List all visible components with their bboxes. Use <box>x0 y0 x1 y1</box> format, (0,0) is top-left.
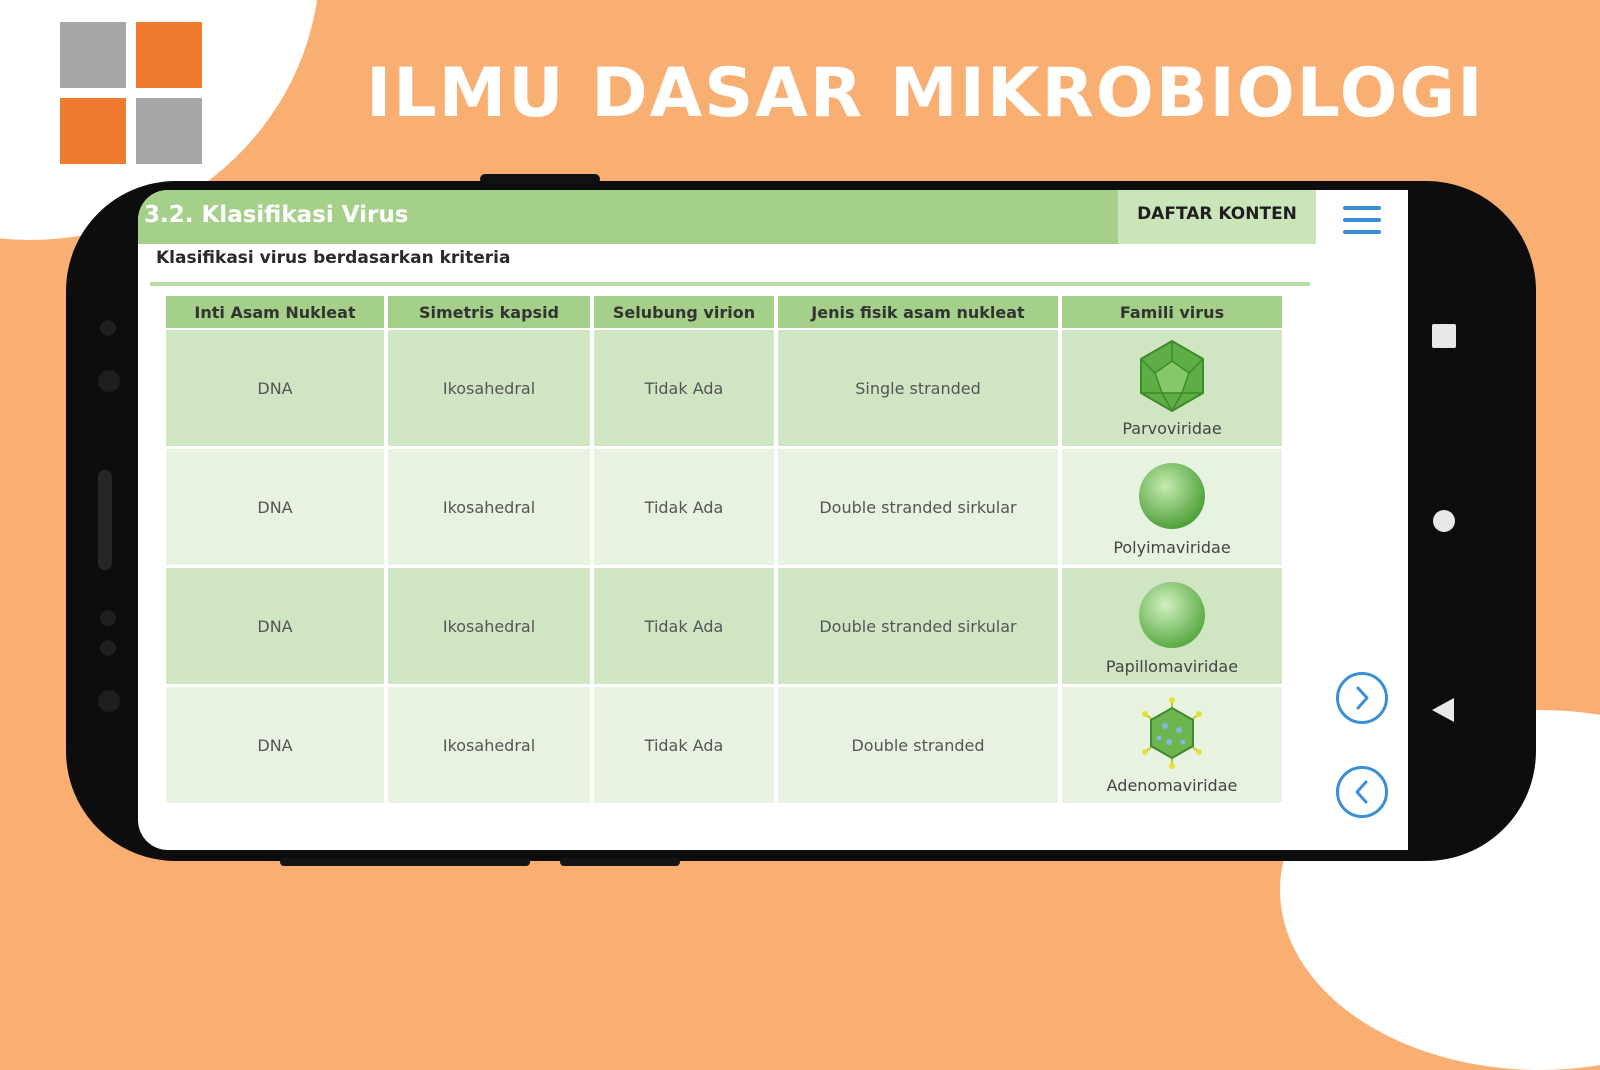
cell-simetris: Ikosahedral <box>386 567 592 686</box>
column-header-inti: Inti Asam Nukleat <box>166 296 386 329</box>
phone-speaker-slot <box>98 470 112 570</box>
chevron-left-icon <box>1339 769 1385 815</box>
back-button[interactable] <box>1430 696 1456 724</box>
phone-sensor <box>100 610 116 626</box>
logo-square-grey-top <box>60 22 126 88</box>
column-header-famili: Famili virus <box>1060 296 1282 329</box>
next-page-button[interactable] <box>1336 672 1388 724</box>
cell-famili <box>1060 448 1282 567</box>
cell-jenis: Single stranded <box>776 329 1060 448</box>
logo-square-orange-top <box>136 22 202 88</box>
home-button[interactable] <box>1433 510 1455 532</box>
subtitle-divider <box>150 282 1310 286</box>
column-header-jenis: Jenis fisik asam nukleat <box>776 296 1060 329</box>
app-header <box>138 190 1316 244</box>
table-row <box>166 567 1282 686</box>
chevron-right-icon <box>1339 675 1385 721</box>
cell-selubung: Tidak Ada <box>592 448 776 567</box>
logo-square-grey-bottom <box>136 98 202 164</box>
phone-sensor <box>98 370 120 392</box>
cell-inti: DNA <box>166 567 386 686</box>
cell-selubung: Tidak Ada <box>592 686 776 805</box>
spherical-virus-icon <box>1137 577 1207 651</box>
spherical-virus-icon <box>1137 458 1207 532</box>
table-row <box>166 686 1282 805</box>
triangle-back-icon <box>1430 696 1456 724</box>
cell-jenis: Double stranded sirkular <box>776 448 1060 567</box>
cell-selubung: Tidak Ada <box>592 567 776 686</box>
table-row <box>166 448 1282 567</box>
cell-jenis: Double stranded sirkular <box>776 567 1060 686</box>
virus-family-name: Adenomaviridae <box>1106 775 1238 795</box>
page-title: 3.2. Klasifikasi Virus <box>144 202 409 228</box>
app-logo <box>60 22 202 164</box>
menu-line <box>1343 230 1381 234</box>
contents-button[interactable]: DAFTAR KONTEN <box>1118 190 1316 244</box>
phone-sensor <box>100 320 116 336</box>
cell-selubung: Tidak Ada <box>592 329 776 448</box>
icosahedral-virus-icon <box>1137 339 1207 413</box>
cell-inti: DNA <box>166 686 386 805</box>
recents-button[interactable] <box>1432 324 1456 348</box>
cell-famili <box>1060 686 1282 805</box>
cell-simetris: Ikosahedral <box>386 329 592 448</box>
virus-family-name: Polyimaviridae <box>1113 537 1231 557</box>
cell-simetris: Ikosahedral <box>386 686 592 805</box>
previous-page-button[interactable] <box>1336 766 1388 818</box>
section-subtitle: Klasifikasi virus berdasarkan kriteria <box>156 248 511 268</box>
column-header-simetris: Simetris kapsid <box>386 296 592 329</box>
hamburger-menu-icon[interactable] <box>1343 206 1381 236</box>
logo-square-orange-bottom <box>60 98 126 164</box>
phone-button-bottom-small <box>560 858 680 866</box>
virus-classification-table <box>166 296 1282 806</box>
cell-famili <box>1060 329 1282 448</box>
cell-inti: DNA <box>166 448 386 567</box>
phone-button-bottom <box>280 858 530 866</box>
menu-line <box>1343 206 1381 210</box>
cell-simetris: Ikosahedral <box>386 448 592 567</box>
adenovirus-icon <box>1135 696 1209 770</box>
cell-inti: DNA <box>166 329 386 448</box>
virus-family-name: Parvoviridae <box>1122 418 1222 438</box>
phone-sensor <box>100 640 116 656</box>
cell-jenis: Double stranded <box>776 686 1060 805</box>
virus-family-name: Papillomaviridae <box>1105 656 1239 676</box>
cell-famili <box>1060 567 1282 686</box>
banner-title: ILMU DASAR MIKROBIOLOGI <box>366 54 1485 133</box>
side-panel <box>1316 190 1408 850</box>
app-screen <box>138 190 1408 850</box>
table-row <box>166 329 1282 448</box>
menu-line <box>1343 218 1381 222</box>
phone-button-top <box>480 174 600 184</box>
phone-sensor <box>98 690 120 712</box>
table-header-row <box>166 296 1282 329</box>
column-header-selubung: Selubung virion <box>592 296 776 329</box>
